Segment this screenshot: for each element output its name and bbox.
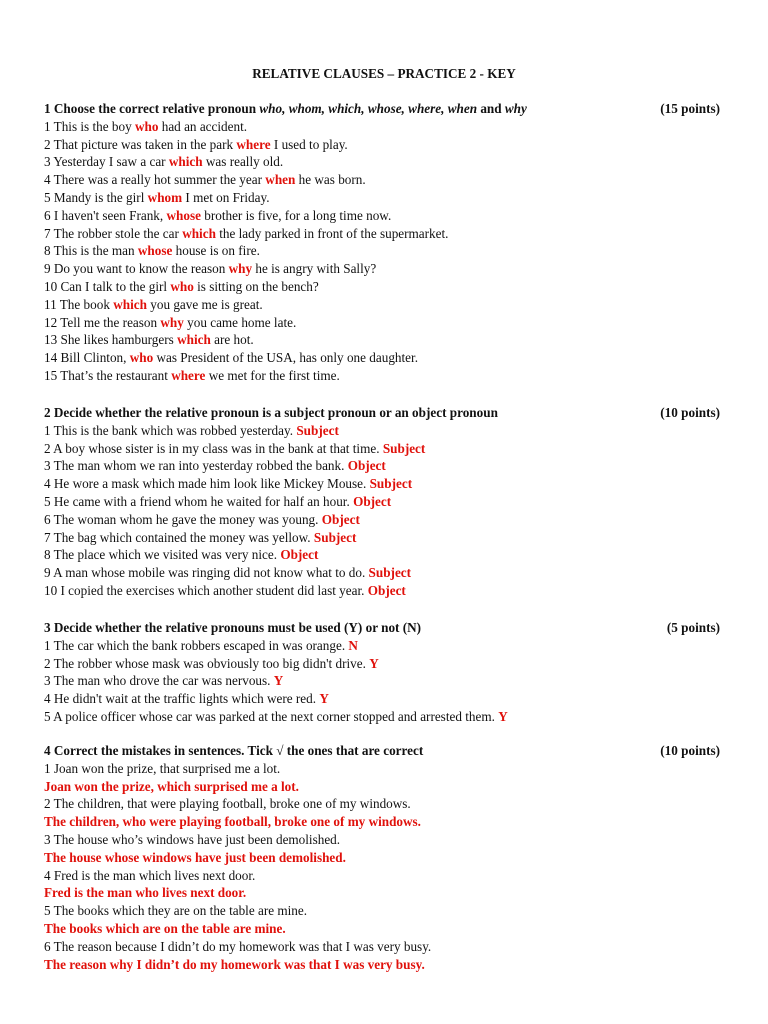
sentence-start: 7 The robber stole the car (44, 225, 183, 241)
section-3-heading (44, 619, 720, 637)
exercise-sentence (44, 564, 720, 582)
sentence-end: was really old. (202, 154, 284, 170)
exercise-sentence (44, 296, 720, 314)
sentence-end: he is angry with Sally? (252, 261, 377, 277)
answer-pronoun: which (177, 332, 211, 348)
answer-label: Y (273, 673, 284, 689)
answer-label: Object (367, 582, 406, 598)
section-1-points: (15 points) (660, 101, 720, 116)
page-title: RELATIVE CLAUSES – PRACTICE 2 - KEY (252, 66, 516, 81)
exercise-sentence (44, 457, 720, 475)
section-4 (44, 742, 720, 973)
exercise-sentence (44, 153, 720, 171)
corrected-sentence: The books which are on the table are mine. (44, 920, 286, 936)
sentence-start: 9 Do you want to know the reason (44, 261, 229, 277)
incorrect-sentence: 3 The house who’s windows have just been demolished. (44, 831, 341, 847)
exercise-sentence (44, 314, 720, 332)
incorrect-sentence: 4 Fred is the man which lives next door. (44, 867, 256, 883)
answer-pronoun: where (236, 136, 271, 152)
section-1-items (44, 118, 720, 385)
sentence-end: the lady parked in front of the supermarket. (215, 225, 449, 241)
answer-label: Subject (296, 422, 339, 438)
sentence-start: 1 This is the boy (44, 118, 135, 134)
corrected-sentence: Joan won the prize, which surprised me a lot. (44, 778, 299, 794)
sentence-start: 12 Tell me the reason (44, 314, 161, 330)
exercise-sentence (44, 367, 720, 385)
section-4-points: (10 points) (660, 743, 720, 758)
answer-pronoun: whose (137, 243, 173, 259)
sentence-text: 10 I copied the exercises which another student did last year. (44, 582, 368, 598)
sentence-end: you gave me is great. (146, 296, 263, 312)
answer-label: Object (280, 547, 319, 563)
answer-label: Object (353, 493, 392, 509)
exercise-sentence (44, 493, 720, 511)
sentence-end: you came home late. (183, 314, 297, 330)
answer-label: Object (321, 511, 360, 527)
sentence-start: 15 That’s the restaurant (44, 367, 172, 383)
incorrect-sentence: 5 The books which they are on the table are mine. (44, 903, 308, 919)
sentence-end: house is on fire. (172, 243, 260, 259)
exercise-sentence (44, 118, 720, 136)
exercise-sentence (44, 529, 720, 547)
exercise-sentence (44, 189, 720, 207)
answer-pronoun: who (129, 350, 154, 366)
answer-pronoun: whom (147, 189, 183, 205)
sentence-start: 2 That picture was taken in the park (44, 136, 237, 152)
exercise-sentence (44, 475, 720, 493)
sentence-end: had an accident. (158, 118, 248, 134)
exercise-sentence (44, 511, 720, 529)
answer-pronoun: when (265, 172, 296, 188)
answer-label: Subject (368, 565, 412, 581)
sentence-text: 6 The woman whom he gave the money was young. (44, 511, 322, 527)
sentence-start: 4 There was a really hot summer the year (44, 172, 266, 188)
answer-pronoun: which (168, 154, 203, 170)
exercise-sentence (44, 708, 720, 726)
incorrect-sentence: 6 The reason because I didn’t do my homework was that I was very busy. (44, 938, 432, 954)
answer-label: Y (369, 655, 379, 671)
sentence-text: 3 The man whom we ran into yesterday robbed the bank. (44, 458, 348, 474)
sentence-start: 13 She likes hamburgers (44, 332, 178, 348)
answer-pronoun: which (182, 225, 216, 241)
section-1-instruction: 1 Choose the correct relative pronoun who, whom, which, whose, where, when and why (44, 101, 527, 116)
answer-label: Subject (382, 440, 426, 456)
sentence-end: I met on Friday. (182, 189, 270, 205)
answer-pronoun: where (171, 367, 206, 383)
answer-pronoun: whose (166, 207, 201, 223)
exercise-sentence (44, 331, 720, 349)
exercise-sentence (44, 655, 720, 673)
answer-label: Object (347, 458, 386, 474)
sentence-end: are hot. (210, 332, 254, 348)
section-2-instruction: 2 Decide whether the relative pronoun is a subject pronoun or an object pronoun (44, 405, 498, 420)
section-1-heading (44, 100, 720, 118)
sentence-start: 10 Can I talk to the girl (44, 278, 171, 294)
section-2-heading (44, 404, 720, 422)
sentence-text: 2 The robber whose mask was obviously too big didn't drive. (44, 655, 370, 671)
section-4-heading (44, 742, 720, 760)
exercise-sentence (44, 546, 720, 564)
sentence-text: 4 He wore a mask which made him look like Mickey Mouse. (44, 476, 370, 492)
sentence-text: 5 He came with a friend whom he waited for half an hour. (44, 493, 354, 509)
answer-label: Y (319, 691, 329, 707)
section-4-items (44, 760, 720, 974)
section-1 (44, 100, 720, 385)
answer-pronoun: who (170, 278, 194, 294)
sentence-end: is sitting on the bench? (193, 278, 319, 294)
sentence-start: 5 Mandy is the girl (44, 189, 148, 205)
answer-pronoun: why (228, 261, 253, 277)
incorrect-sentence: 2 The children, that were playing football, broke one of my windows. (44, 796, 411, 812)
corrected-sentence: The children, who were playing football, broke one of my windows. (44, 814, 421, 830)
sentence-text: 1 The car which the bank robbers escaped in was orange. (44, 637, 349, 653)
sentence-start: 11 The book (44, 296, 114, 312)
sentence-start: 14 Bill Clinton, (44, 350, 130, 366)
exercise-sentence (44, 672, 720, 690)
exercise-sentence (44, 207, 720, 225)
sentence-text: 4 He didn't wait at the traffic lights which were red. (44, 691, 320, 707)
sentence-start: 8 This is the man (44, 243, 138, 259)
answer-label: N (348, 637, 358, 653)
exercise-sentence (44, 422, 720, 440)
answer-label: Subject (313, 529, 357, 545)
sentence-end: I used to play. (270, 136, 348, 152)
section-2-items (44, 422, 720, 600)
sentence-text: 5 A police officer whose car was parked at the next corner stopped and arrested them. (44, 708, 499, 724)
exercise-sentence (44, 242, 720, 260)
sentence-end: was President of the USA, has only one daughter. (153, 350, 418, 366)
exercise-sentence (44, 136, 720, 154)
exercise-sentence (44, 171, 720, 189)
section-3 (44, 619, 720, 726)
sentence-text: 1 This is the bank which was robbed yesterday. (44, 422, 297, 438)
sentence-text: 8 The place which we visited was very nice. (44, 547, 281, 563)
section-3-points: (5 points) (666, 620, 720, 635)
answer-pronoun: who (134, 118, 159, 134)
exercise-sentence (44, 260, 720, 278)
sentence-text: 3 The man who drove the car was nervous. (44, 673, 274, 689)
corrected-sentence: Fred is the man who lives next door. (44, 885, 247, 901)
section-2 (44, 404, 720, 600)
section-3-instruction: 3 Decide whether the relative pronouns must be used (Y) or not (N) (44, 620, 422, 635)
sentence-start: 3 Yesterday I saw a car (44, 154, 169, 170)
exercise-sentence (44, 637, 720, 655)
incorrect-sentence: 1 Joan won the prize, that surprised me a lot. (44, 760, 281, 776)
exercise-sentence (44, 349, 720, 367)
sentence-text: 7 The bag which contained the money was yellow. (44, 529, 314, 545)
sentence-end: we met for the first time. (205, 367, 340, 383)
sentence-end: he was born. (295, 172, 366, 188)
section-4-instruction: 4 Correct the mistakes in sentences. Tick √ the ones that are correct (44, 743, 424, 758)
answer-pronoun: which (113, 296, 147, 312)
section-2-points: (10 points) (660, 405, 720, 420)
corrected-sentence: The reason why I didn’t do my homework was that I was very busy. (44, 956, 425, 972)
answer-pronoun: why (160, 314, 184, 330)
exercise-sentence (44, 440, 720, 458)
sentence-end: brother is five, for a long time now. (200, 207, 392, 223)
sentence-text: 9 A man whose mobile was ringing did not know what to do. (44, 565, 369, 581)
exercise-sentence (44, 278, 720, 296)
exercise-sentence (44, 582, 720, 600)
section-3-items (44, 637, 720, 726)
answer-label: Subject (369, 476, 413, 492)
exercise-sentence (44, 225, 720, 243)
corrected-sentence: The house whose windows have just been demolished. (44, 849, 346, 865)
sentence-start: 6 I haven't seen Frank, (44, 207, 167, 223)
sentence-text: 2 A boy whose sister is in my class was in the bank at that time. (44, 440, 383, 456)
answer-label: Y (498, 708, 508, 724)
exercise-sentence (44, 690, 720, 708)
